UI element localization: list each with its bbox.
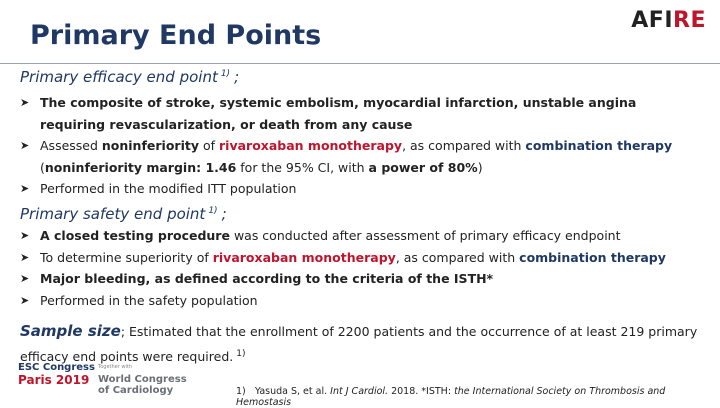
bullet-text-span: Performed in the modified ITT population — [40, 181, 297, 196]
efficacy-ref: 1) — [220, 69, 231, 79]
bullet-item — [20, 247, 700, 269]
title-divider — [0, 63, 720, 64]
reference-number: 1) — [236, 386, 246, 397]
arrow-bullet-icon: ➤ — [20, 229, 30, 242]
afire-logo — [631, 8, 706, 33]
bullet-text-span: Assessed — [40, 138, 102, 153]
bullet-item — [20, 268, 700, 290]
bullet-text-span: combination therapy — [525, 138, 673, 153]
arrow-bullet-icon: ➤ — [20, 250, 30, 264]
arrow-bullet-icon: ➤ — [20, 96, 30, 109]
safety-heading-text: Primary safety end point — [20, 205, 206, 223]
safety-ref: 1) — [208, 206, 218, 216]
sample-size-text: ; Estimated that the enrollment of 2200 patients and the occurrence of at least 219 primary efficacy end points were required. — [20, 324, 698, 365]
arrow-bullet-icon: ➤ — [20, 293, 30, 307]
bullet-item — [20, 92, 700, 135]
bullet-item — [20, 290, 700, 312]
bullet-text — [40, 225, 700, 247]
bullet-text — [40, 247, 700, 269]
arrow-bullet-icon: ➤ — [20, 139, 30, 152]
bullet-text-span: , as compared with — [395, 249, 520, 265]
efficacy-heading-text: Primary efficacy end point — [20, 68, 218, 86]
bullet-item — [20, 225, 700, 247]
reference-authors: Yasuda S, et al. — [254, 386, 328, 397]
bullet-text-span: ) — [477, 159, 483, 175]
esc-line2: Paris 2019 — [18, 373, 90, 387]
wc-line2: of Cardiology — [98, 385, 174, 396]
bullet-text-span: Major bleeding, as defined according to the criteria of the ISTH* — [40, 271, 494, 286]
safety-colon: ; — [221, 205, 227, 223]
bullet-text-span: rivaroxaban monotherapy — [212, 249, 396, 265]
bullet-text-span: rivaroxaban monotherapy — [219, 138, 403, 153]
safety-heading — [20, 205, 227, 223]
bullet-text-span: of — [199, 138, 219, 153]
bullet-text-span: combination therapy — [519, 249, 666, 265]
wc-line1: World Congress — [98, 373, 187, 385]
bullet-text-span: A closed testing procedure — [40, 228, 230, 243]
bullet-text — [40, 178, 700, 200]
bullet-text — [40, 268, 700, 290]
bullet-text-span: noninferiority margin: 1.46 — [44, 159, 237, 175]
bullet-text — [40, 290, 700, 312]
reference-year: 2018. *ISTH: — [388, 386, 455, 397]
safety-list — [20, 225, 700, 311]
bullet-text-span: To determine superiority of — [40, 249, 213, 265]
bullet-text-span: for the 95% CI, with — [236, 159, 369, 175]
logo-text-b: RE — [673, 8, 706, 33]
reference-journal: Int J Cardiol. — [330, 386, 389, 397]
bullet-text-span: noninferiority — [101, 138, 199, 153]
reference-note: the International Society on Thrombosis and Hemostasis — [236, 386, 666, 408]
logo-text-a: AFI — [631, 8, 674, 33]
sample-size-paragraph — [20, 320, 700, 368]
wc-together-with: Together with — [98, 364, 132, 370]
arrow-bullet-icon: ➤ — [20, 272, 30, 285]
bullet-text-span: a power of 80% — [368, 159, 478, 175]
bullet-text — [40, 92, 700, 135]
esc-line1: ESC Congress — [18, 362, 95, 373]
bullet-text-span: ( — [40, 159, 45, 175]
page-title: Primary End Points — [30, 20, 322, 51]
bullet-item — [20, 135, 700, 178]
arrow-bullet-icon: ➤ — [20, 182, 30, 195]
world-congress-logo — [98, 362, 208, 397]
bullet-item — [20, 178, 700, 200]
bullet-text-span: , as compared with — [402, 138, 526, 153]
bullet-text-span: The composite of stroke, systemic embolism, myocardial infarction, unstable angina requiring revascularization, or death from any cause — [40, 95, 637, 132]
efficacy-list — [20, 92, 700, 200]
bullet-text — [40, 135, 700, 178]
sample-size-label: Sample size — [20, 322, 121, 340]
bullet-text-span: Performed in the safety population — [40, 292, 258, 308]
sample-size-ref: 1) — [236, 349, 246, 359]
efficacy-heading — [20, 68, 239, 86]
bullet-text-span: was conducted after assessment of primary efficacy endpoint — [229, 228, 621, 243]
efficacy-colon: ; — [234, 68, 240, 86]
